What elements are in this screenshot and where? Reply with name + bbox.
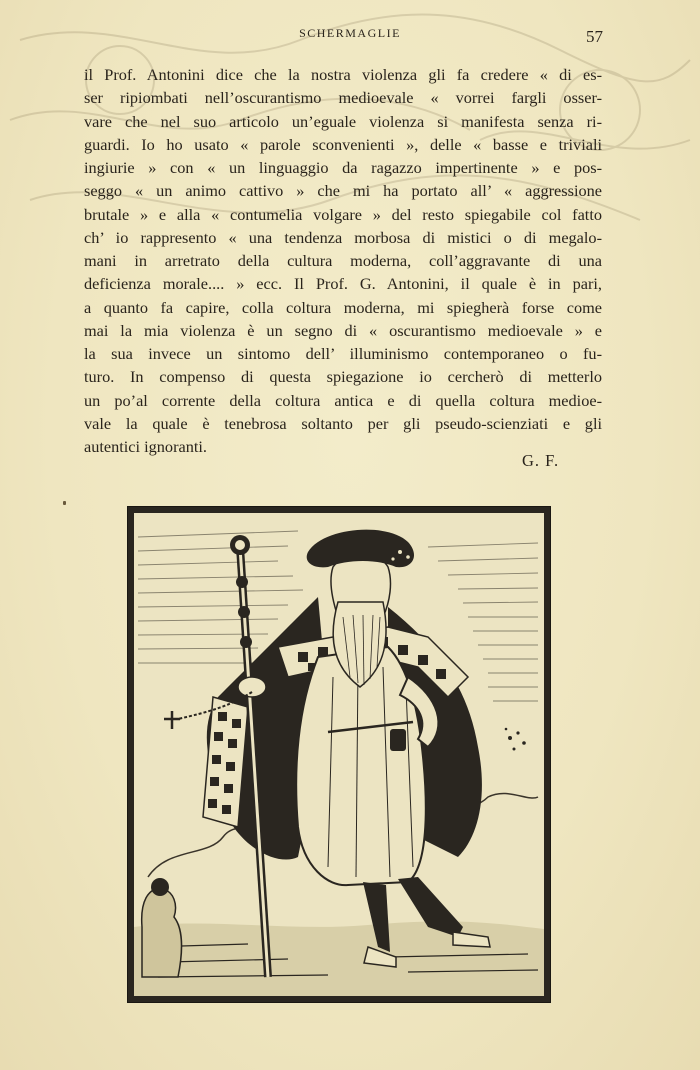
text-line: ser ripiombati nell’oscurantismo medioevale « vorrei fargli osser- <box>84 88 602 108</box>
text-line: a quanto fa capire, colla coltura moderna, mi spiegherà forse come <box>84 297 602 317</box>
text-line: un po’al corrente della coltura antica e di quella coltura medioe- <box>84 390 602 410</box>
author-signature: G. F. <box>522 451 560 470</box>
woodcut-illustration <box>128 507 550 1002</box>
body-text <box>84 63 602 458</box>
text-line: turo. In compenso di questa spiegazione io cercherò di metterlo <box>84 367 602 387</box>
text-line: il Prof. Antonini dice che la nostra violenza gli fa credere « di es- <box>84 65 602 84</box>
text-line: ingiurie » con « un linguaggio da ragazzo impertinente » e pos- <box>84 158 602 177</box>
text-line: brutale » e alla « contumelia volgare » del resto spiegabile col fatto <box>84 204 602 224</box>
text-line: mai la mia violenza è un segno di « oscurantismo medioevale » e <box>84 320 602 340</box>
text-line: deficienza morale.... » ecc. Il Prof. G. Antonini, il quale è in pari, <box>84 274 602 294</box>
text-line: autentici ignoranti. <box>84 437 207 456</box>
pilgrim-figure <box>128 507 550 1002</box>
text-line: vale la quale è tenebrosa soltanto per gli pseudo-scienziati e gli <box>84 413 602 433</box>
text-line: la sua invece un sintomo dell’ illuminismo contemporaneo o fu- <box>84 344 602 363</box>
text-line: seggo « un animo cattivo » che mi ha portato all’ « aggressione <box>84 181 602 201</box>
text-line: guardi. Io ho usato « parole sconvenienti », delle « basse e triviali <box>84 134 602 154</box>
text-line: mani in arretrato della cultura moderna, coll’aggravante di una <box>84 251 602 270</box>
page-number: 57 <box>586 27 603 46</box>
running-head: SCHERMAGLIE <box>299 26 401 40</box>
text-line: ch’ io rappresento « una tendenza morbosa di mistici o di megalo- <box>84 227 602 247</box>
ink-speck <box>63 501 66 505</box>
text-line: vare che nel suo articolo un’eguale violenza si manifesta senza ri- <box>84 111 602 131</box>
